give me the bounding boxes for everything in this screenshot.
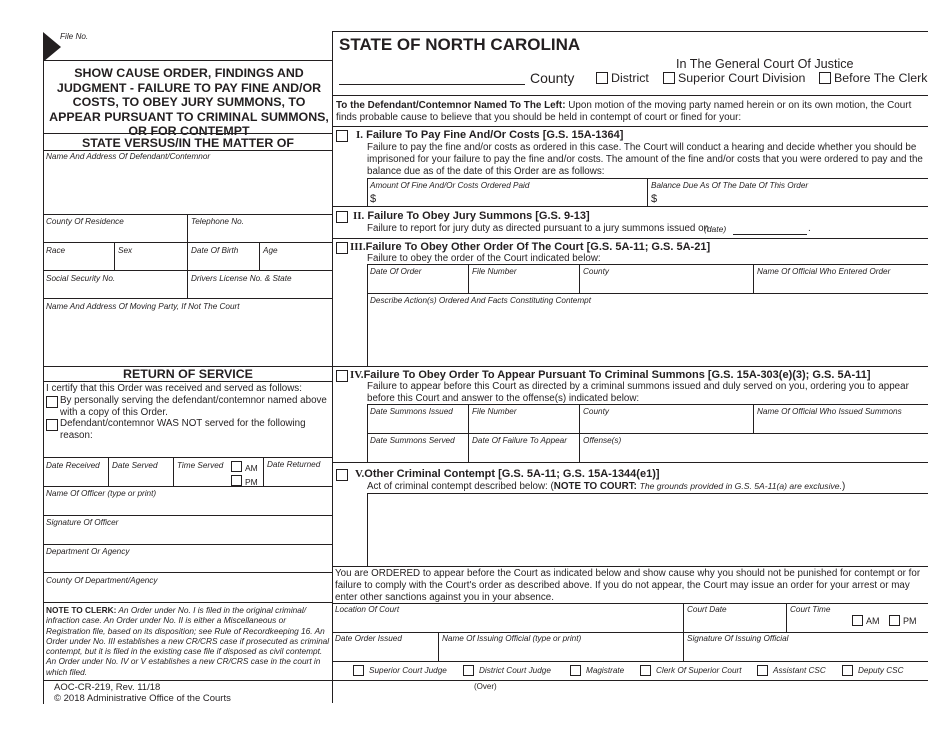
note-to-clerk-text: An Order under No. I is filed in the original criminal/ infraction case. An Order under No. II is either a Miscellaneous or Registration file, based on its disposition; see Rule of Recordkeeping 16. An Order under No. III establishes a new CR/CRS case if prosecuted as criminal contempt, but it is filed in the existing case file if disposed as civil contempt. An Order under No. IV or V establishes a new CR/CRS case in the court in which filed. [46,605,330,677]
over-label: (Over) [474,682,497,691]
jury-date-input[interactable] [733,234,807,235]
left-top-rule [43,60,333,61]
intro-text: Upon motion of the moving party named herein or on its own motion, the Court finds probable cause to believe that you should be held in contempt of court or fined for your: [336,100,912,123]
describe-field[interactable] [368,307,926,365]
served-pm-checkbox[interactable] [231,475,242,486]
section-5-text: Act of criminal contempt described below: [367,481,548,492]
amount-label: Amount Of Fine And/Or Costs Ordered Paid [370,181,530,190]
time-served-label: Time Served [177,461,224,470]
intro-bold: To the Defendant/Contemnor Named To The Left: [336,100,566,111]
official-entered-label: Name Of Official Who Entered Order [757,267,891,276]
court-heading: In The General Court Of Justice [676,57,854,71]
section-2-text: Failure to report for jury duty as directed pursuant to a jury summons issued on [367,223,709,234]
section-1-checkbox[interactable] [336,130,348,142]
note-to-clerk [46,605,330,677]
issuing-signature-label: Signature Of Issuing Official [687,634,789,643]
county-label: County [530,70,575,86]
section-3-checkbox[interactable] [336,242,348,254]
describe-label: Describe Action(s) Ordered And Facts Constituting Contempt [370,296,592,305]
balance-dollar[interactable]: $ [651,193,658,205]
signer-deputy-csc-checkbox[interactable] [842,665,853,676]
signer-clerk-checkbox[interactable] [640,665,651,676]
order-county-label: County [583,267,609,276]
served-personally-checkbox[interactable] [46,396,58,408]
race-label: Race [46,246,66,255]
note-to-clerk-bold: NOTE TO CLERK: [46,605,117,615]
form-title: SHOW CAUSE ORDER, FINDINGS AND JUDGMENT - FAILURE TO PAY FINE AND/OR COSTS, TO OBEY JURY SUMMONS, TO APPEAR PURSUANT TO CRIMINAL SUMMONS, OR FOR CONTEMPT [49,66,329,139]
court-am-checkbox[interactable] [852,615,863,626]
section-4-numeral: IV. [350,369,364,381]
served-am-label: AM [245,463,258,473]
note-to-court-text: The grounds provided in G.S. 5A-11(a) are exclusive. [639,481,842,491]
county-input-line[interactable] [339,84,525,85]
summons-county-label: County [583,407,609,416]
court-option-clerk: Before The Clerk [834,71,928,85]
not-served-text: Defendant/contemnor WAS NOT served for the following reason: [60,418,306,441]
court-time-label: Court Time [790,605,831,614]
section-5-heading [355,468,660,480]
note-to-court-bold: NOTE TO COURT: [553,481,637,492]
section-3-text: Failure to obey the order of the Court indicated below: [367,253,601,264]
section-4-text: Failure to appear before this Court as directed by a criminal summons issued and duly served on you, ordering you to appear before this Court and answer to the offense(s) indicated below: [367,381,909,404]
court-am-label: AM [866,616,880,626]
summons-served-label: Date Summons Served [370,436,455,445]
dob-label: Date Of Birth [191,246,239,255]
court-option-district: District [611,71,649,85]
contempt-description-field[interactable] [368,494,926,565]
summons-file-number-label: File Number [472,407,517,416]
date-failure-label: Date Of Failure To Appear [472,436,567,445]
section-4-heading [350,369,870,381]
section-5-checkbox[interactable] [336,469,348,481]
section-3-numeral: III. [350,241,366,253]
officer-name-label: Name Of Officer (type or print) [46,489,157,498]
court-option-superior: Superior Court Division [678,71,806,85]
section-2-title: Failure To Obey Jury Summons [G.S. 9-13] [367,210,590,222]
section-1-text: Failure to pay the fine and/or costs as ordered in this case. The Court will conduct a hearing and decide whether you should be imprisoned for your failure to pay the fine and/or costs. The amount of the fine and/or costs that you were ordered to pay and the balance due as of the date of this Order are as follows: [367,142,923,177]
signer-superior-judge-label: Superior Court Judge [369,666,447,675]
department-county-label: County Of Department/Agency [46,576,158,585]
date-served-label: Date Served [112,461,158,470]
clerk-checkbox[interactable] [819,72,831,84]
ssn-label: Social Security No. [46,274,116,283]
order-date-label: Date Of Order [370,267,422,276]
issuing-name-label: Name Of Issuing Official (type or print) [442,634,582,643]
signer-superior-judge-checkbox[interactable] [353,665,364,676]
signer-district-judge-label: District Court Judge [479,666,551,675]
signer-magistrate-checkbox[interactable] [570,665,581,676]
county-residence-label: County Of Residence [46,217,124,226]
moving-party-field[interactable] [44,313,331,365]
section-3-heading [350,241,710,253]
department-label: Department Or Agency [46,547,130,556]
ordered-text: You are ORDERED to appear before the Court as indicated below and show cause why you should not be punished for contempt or for failure to comply with the Court's order as described above. If you do not appear, the Court may issue an order for your arrest or may enter other sanctions against you in your absence. [335,568,921,603]
court-pm-label: PM [903,616,917,626]
served-pm-label: PM [245,477,258,487]
balance-label: Balance Due As Of The Date Of This Order [651,181,809,190]
offenses-label: Offense(s) [583,436,622,445]
section-1-heading [356,129,623,141]
summons-issued-label: Date Summons Issued [370,407,453,416]
section-2-numeral: II. [353,210,365,222]
telephone-label: Telephone No. [191,217,244,226]
district-checkbox[interactable] [596,72,608,84]
return-heading: RETURN OF SERVICE [123,367,253,381]
signer-clerk-label: Clerk Of Superior Court [656,666,742,675]
section-1-title: Failure To Pay Fine And/Or Costs [G.S. 15A-1364] [366,129,624,141]
top-rule [332,31,928,32]
section-5-title: Other Criminal Contempt [G.S. 5A-11; G.S. 15A-1344(e1)] [364,468,660,480]
official-issued-label: Name Of Official Who Issued Summons [757,407,902,416]
superior-checkbox[interactable] [663,72,675,84]
section-4-title: Failure To Obey Order To Appear Pursuant To Criminal Summons [G.S. 15A-303(e)(3); G.S. 5A-11] [363,369,871,381]
not-served-checkbox[interactable] [46,419,58,431]
section-5-text-line: Act of criminal contempt described below: (NOTE TO COURT: The grounds provided in G.S. 5A-11(a) are exclusive.) [367,481,846,492]
served-am-checkbox[interactable] [231,461,242,472]
signer-magistrate-label: Magistrate [586,666,625,675]
signer-assistant-csc-checkbox[interactable] [757,665,768,676]
date-returned-label: Date Returned [267,460,321,469]
sex-label: Sex [118,246,133,255]
court-pm-checkbox[interactable] [889,615,900,626]
left-border [43,60,44,704]
served-personally-text: By personally serving the defendant/contemnor named above with a copy of this Order. [60,395,327,418]
section-3-title: Failure To Obey Other Order Of The Court [G.S. 5A-11; G.S. 5A-21] [365,241,711,253]
signer-deputy-csc-label: Deputy CSC [858,666,904,675]
section-2-heading [353,210,590,222]
signer-district-judge-checkbox[interactable] [463,665,474,676]
file-no-label: File No. [60,32,89,41]
date-hint: (date) [704,224,727,234]
state-title: STATE OF NORTH CAROLINA [339,35,581,54]
signer-assistant-csc-label: Assistant CSC [773,666,826,675]
moving-party-label: Name And Address Of Moving Party, If Not The Court [46,302,240,311]
date-received-label: Date Received [46,461,100,470]
defendant-field[interactable] [44,163,331,213]
section-5-numeral: V. [355,468,365,480]
certify-text: I certify that this Order was received and served as follows: [46,383,302,394]
court-date-label: Court Date [687,605,727,614]
amount-dollar[interactable]: $ [370,193,377,205]
dl-label: Drivers License No. & State [191,274,292,283]
defendant-label: Name And Address Of Defendant/Contemnor [46,152,211,161]
date-issued-label: Date Order Issued [335,634,402,643]
copyright: © 2018 Administrative Office of the Courts [54,693,231,704]
intro [336,100,926,124]
location-label: Location Of Court [335,605,400,614]
age-label: Age [263,246,278,255]
section-2-checkbox[interactable] [336,211,348,223]
officer-signature-label: Signature Of Officer [46,518,119,527]
section-4-checkbox[interactable] [336,370,348,382]
order-file-number-label: File Number [472,267,517,276]
section-1-numeral: I. [356,129,364,141]
versus-heading: STATE VERSUS/IN THE MATTER OF [81,136,295,150]
form-id: AOC-CR-219, Rev. 11/18 [54,682,161,693]
